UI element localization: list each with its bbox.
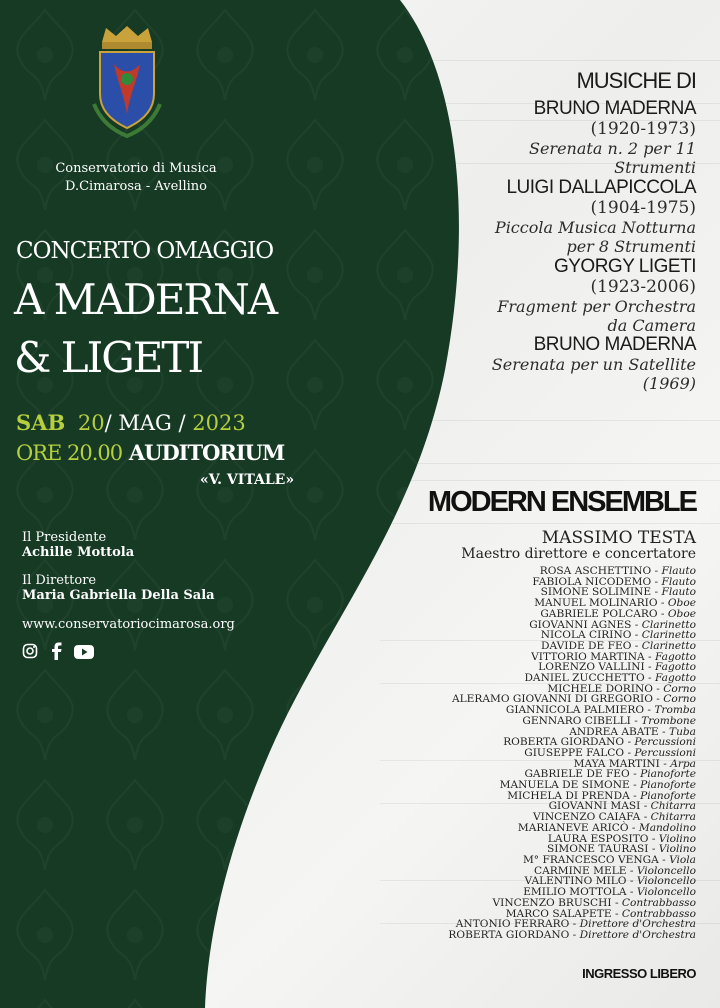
member-instrument: Pianoforte: [640, 768, 696, 781]
ensemble-member-row: GIANNICOLA PALMIERO - Tromba: [505, 704, 696, 717]
member-name: VINCENZO CAIAFA: [533, 811, 641, 824]
admission-label: INGRESSO LIBERO: [582, 966, 696, 981]
president-role: Il Presidente: [22, 530, 107, 545]
composer-name: LUIGI DALLAPICCOLA: [506, 177, 696, 198]
ensemble-member-row: GIOVANNI AGNES - Clarinetto: [529, 618, 696, 631]
member-instrument: Flauto: [661, 586, 696, 599]
composer-name: BRUNO MADERNA: [533, 334, 696, 355]
member-name: M° FRANCESCO VENGA: [522, 853, 659, 866]
member-instrument: Tromba: [654, 704, 696, 717]
member-name: GIOVANNI AGNES: [529, 618, 632, 631]
ensemble-member-row: EMILIO MOTTOLA - Violoncello: [523, 886, 696, 899]
member-instrument: Violoncello: [636, 886, 696, 899]
member-name: ROBERTA GIORDANO: [448, 928, 570, 941]
member-name: MANUEL MOLINARIO: [534, 597, 658, 610]
ensemble-member-row: ANTONIO FERRARO - Direttore d'Orchestra: [455, 918, 696, 931]
member-instrument: Direttore d'Orchestra: [579, 928, 696, 941]
ensemble-member-row: DANIEL ZUCCHETTO - Fagotto: [524, 672, 696, 685]
member-instrument: Violoncello: [636, 864, 696, 877]
member-instrument: Corno: [663, 693, 696, 706]
ensemble-member-row: NICOLA CIRINO - Clarinetto: [540, 629, 696, 642]
member-instrument: Clarinetto: [641, 618, 696, 631]
member-name: MARIANEVE ARICÒ: [517, 821, 629, 834]
member-instrument: Percussioni: [634, 746, 696, 759]
event-date: [16, 410, 246, 435]
event-title-line2: & LIGETI: [14, 333, 203, 382]
ensemble-member-row: GABRIELE POLCARO - Oboe: [540, 607, 696, 620]
member-name: ANDREA ABATE: [569, 725, 659, 738]
ensemble-member-row: GIUSEPPE FALCO - Percussioni: [524, 746, 696, 759]
ensemble-member-row: ROBERTA GIORDANO - Direttore d'Orchestra: [448, 928, 696, 941]
member-name: ROBERTA GIORDANO: [503, 736, 625, 749]
member-instrument: Violoncello: [636, 875, 696, 888]
staff-block: [22, 530, 235, 632]
composer-years: (1923-2006): [590, 277, 696, 297]
member-instrument: Flauto: [661, 565, 696, 577]
ensemble-member-row: MICHELE DORINO - Corno: [547, 682, 696, 695]
ensemble-member-row: ANDREA ABATE - Tuba: [569, 725, 696, 738]
program-item: [529, 99, 696, 177]
ensemble-member-row: LORENZO VALLINI - Fagotto: [538, 661, 696, 674]
member-name: SIMONE SOLIMINE: [540, 586, 652, 599]
member-name: ANTONIO FERRARO: [455, 918, 570, 931]
ensemble-name: MODERN ENSEMBLE: [427, 486, 696, 518]
ensemble-members-list: [448, 566, 696, 941]
member-instrument: Flauto: [661, 575, 696, 588]
composer-name: BRUNO MADERNA: [533, 98, 696, 119]
member-name: LAURA ESPOSITO: [547, 832, 649, 845]
ensemble-member-row: MANUEL MOLINARIO - Oboe: [534, 597, 696, 610]
program-heading: MUSICHE DI: [576, 68, 696, 93]
composer-years: (1920-1973): [590, 119, 696, 139]
president-name: Achille Mottola: [22, 545, 135, 560]
youtube-icon[interactable]: [74, 644, 94, 663]
member-name: ALERAMO GIOVANNI DI GREGORIO: [451, 693, 653, 706]
member-instrument: Fagotto: [655, 650, 696, 663]
ensemble-member-row: ROSA ASCHETTINO - Flauto: [539, 565, 696, 577]
program-item: [497, 257, 696, 335]
event-day: SAB: [16, 410, 66, 435]
instagram-icon[interactable]: [22, 643, 38, 663]
conductor-role: Maestro direttore e concertatore: [461, 546, 696, 562]
ensemble-member-row: VINCENZO BRUSCHI - Contrabbasso: [492, 896, 696, 909]
work-title: Fragment per Orchestra: [497, 297, 696, 316]
member-name: VINCENZO BRUSCHI: [492, 896, 612, 909]
member-instrument: Chitarra: [650, 811, 696, 824]
event-year: 2023: [192, 411, 246, 435]
member-name: MANUELA DE SIMONE: [499, 779, 630, 792]
member-instrument: Clarinetto: [641, 629, 696, 642]
work-title-cont: Strumenti: [614, 158, 696, 177]
member-name: ROSA ASCHETTINO: [539, 565, 652, 577]
work-title: Serenata n. 2 per 11: [529, 139, 696, 158]
event-time: ORE 20.00: [16, 441, 123, 465]
member-name: MAYA MARTINI: [573, 757, 660, 770]
ensemble-member-row: DAVIDE DE FEO - Clarinetto: [541, 639, 696, 652]
ensemble-member-row: SIMONE TAURASI - Violino: [546, 843, 696, 856]
ensemble-member-row: VALENTINO MILO - Violoncello: [524, 875, 696, 888]
member-name: EMILIO MOTTOLA: [523, 886, 627, 899]
work-title: Piccola Musica Notturna: [494, 218, 696, 237]
member-instrument: Violino: [658, 832, 696, 845]
member-instrument: Arpa: [670, 757, 696, 770]
ensemble-member-row: VINCENZO CAIAFA - Chitarra: [533, 811, 696, 824]
member-name: GENNARO CIBELLI: [522, 714, 631, 727]
member-name: DANIEL ZUCCHETTO: [524, 672, 645, 685]
member-name: DAVIDE DE FEO: [541, 639, 632, 652]
member-instrument: Percussioni: [634, 736, 696, 749]
member-name: VALENTINO MILO: [524, 875, 627, 888]
member-name: GIUSEPPE FALCO: [524, 746, 625, 759]
member-name: MICHELE DORINO: [547, 682, 653, 695]
ensemble-member-row: LAURA ESPOSITO - Violino: [547, 832, 696, 845]
member-name: NICOLA CIRINO: [540, 629, 632, 642]
ensemble-member-row: GABRIELE DE FEO - Pianoforte: [524, 768, 696, 781]
member-instrument: Contrabbasso: [621, 907, 696, 920]
ensemble-member-row: ROBERTA GIORDANO - Percussioni: [503, 736, 696, 749]
composer-name: GYORGY LIGETI: [553, 256, 696, 277]
ensemble-member-row: SIMONE SOLIMINE - Flauto: [540, 586, 696, 599]
member-name: FABIOLA NICODEMO: [532, 575, 652, 588]
member-instrument: Corno: [663, 682, 696, 695]
director-name: Maria Gabriella Della Sala: [22, 588, 215, 603]
work-title-cont: da Camera: [607, 316, 696, 335]
program-item: [492, 335, 696, 393]
member-name: GABRIELE POLCARO: [540, 607, 658, 620]
member-name: VITTORIO MARTINA: [531, 650, 645, 663]
member-instrument: Direttore d'Orchestra: [579, 918, 696, 931]
member-name: LORENZO VALLINI: [538, 661, 645, 674]
social-icons: [22, 642, 101, 664]
website-link[interactable]: www.conservatoriocimarosa.org: [22, 617, 235, 632]
institution-line2: D.Cimarosa - Avellino: [65, 179, 207, 194]
member-name: GIOVANNI MASI: [548, 800, 641, 813]
ensemble-member-row: MARCO SALAPETE - Contrabbasso: [505, 907, 696, 920]
work-title: Serenata per un Satellite: [491, 355, 696, 374]
event-time-venue: [16, 440, 284, 465]
ensemble-member-row: FABIOLA NICODEMO - Flauto: [532, 575, 696, 588]
member-instrument: Pianoforte: [640, 789, 696, 802]
event-venue-sub: «V. VITALE»: [200, 472, 295, 488]
event-title-line1: A MADERNA: [14, 275, 277, 324]
event-kicker: CONCERTO OMAGGIO: [16, 238, 274, 264]
ensemble-member-row: MAYA MARTINI - Arpa: [573, 757, 696, 770]
event-venue: AUDITORIUM: [128, 440, 285, 465]
member-instrument: Contrabbasso: [621, 896, 696, 909]
ensemble-member-row: MANUELA DE SIMONE - Pianoforte: [499, 779, 696, 792]
member-name: GABRIELE DE FEO: [524, 768, 630, 781]
institution-name: [0, 160, 272, 196]
member-name: CARMINE MELE: [534, 864, 627, 877]
institution-line1: Conservatorio di Musica: [55, 161, 217, 176]
member-name: GIANNICOLA PALMIERO: [505, 704, 645, 717]
member-instrument: Mandolino: [638, 821, 696, 834]
ensemble-member-row: M° FRANCESCO VENGA - Viola: [522, 853, 696, 866]
member-instrument: Fagotto: [655, 661, 696, 674]
member-instrument: Violino: [658, 843, 696, 856]
ensemble-member-row: VITTORIO MARTINA - Fagotto: [531, 650, 696, 663]
member-instrument: Trombone: [641, 714, 696, 727]
member-instrument: Chitarra: [650, 800, 696, 813]
facebook-icon[interactable]: [50, 642, 62, 664]
member-instrument: Pianoforte: [640, 779, 696, 792]
work-title-cont: (1969): [642, 374, 696, 393]
ensemble-member-row: GENNARO CIBELLI - Trombone: [522, 714, 696, 727]
member-instrument: Oboe: [667, 597, 696, 610]
conservatorio-crest-icon: [92, 24, 162, 139]
director-role: Il Direttore: [22, 573, 97, 588]
ensemble-member-row: MICHELA DI PRENDA - Pianoforte: [507, 789, 696, 802]
member-instrument: Clarinetto: [641, 639, 696, 652]
member-name: MICHELA DI PRENDA: [507, 789, 630, 802]
composer-years: (1904-1975): [590, 198, 696, 218]
ensemble-member-row: ALERAMO GIOVANNI DI GREGORIO - Corno: [451, 693, 696, 706]
member-instrument: Viola: [669, 853, 696, 866]
ensemble-member-row: GIOVANNI MASI - Chitarra: [548, 800, 696, 813]
member-instrument: Fagotto: [655, 672, 696, 685]
conductor-name: MASSIMO TESTA: [541, 528, 696, 548]
event-date-num: 20: [77, 411, 105, 435]
member-name: MARCO SALAPETE: [505, 907, 612, 920]
member-instrument: Tuba: [669, 725, 696, 738]
event-date-rest: / MAG /: [104, 411, 186, 435]
work-title-cont: per 8 Strumenti: [566, 237, 696, 256]
ensemble-member-row: CARMINE MELE - Violoncello: [534, 864, 696, 877]
member-instrument: Oboe: [667, 607, 696, 620]
program-item: [495, 178, 696, 256]
member-name: SIMONE TAURASI: [546, 843, 649, 856]
ensemble-member-row: MARIANEVE ARICÒ - Mandolino: [517, 821, 696, 834]
